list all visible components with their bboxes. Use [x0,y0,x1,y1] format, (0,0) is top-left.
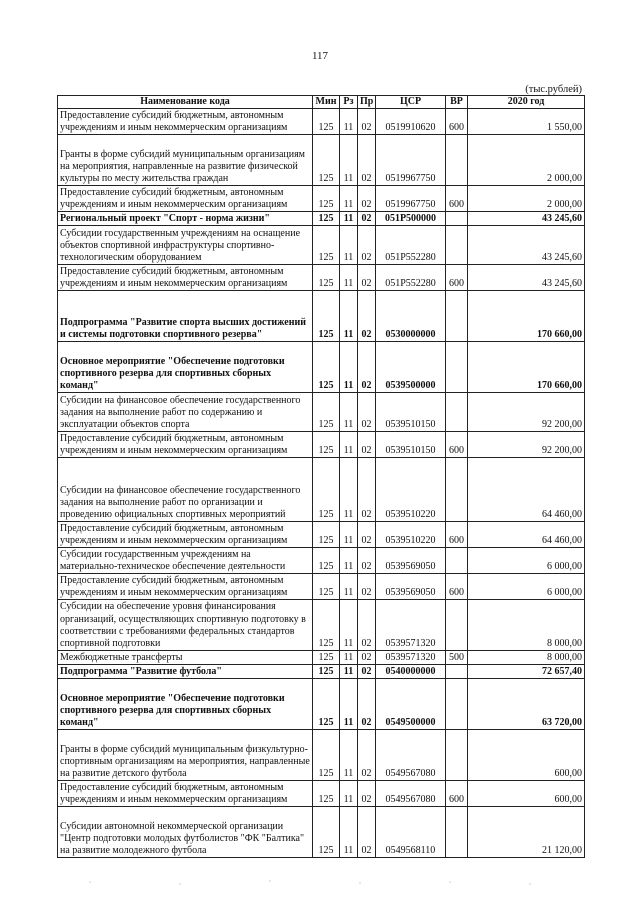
header-year: 2020 год [468,96,585,109]
cell-csr: 0549567080 [376,730,446,781]
cell-rz: 11 [340,291,358,342]
cell-csr: 0539571320 [376,600,446,651]
cell-name: Субсидии на финансовое обеспечение государственного задания на выполнение работ по организации и проведению официальных спортивных мероприятий [58,458,313,522]
cell-pr: 02 [358,679,376,730]
cell-vr [446,226,468,265]
cell-vr [446,458,468,522]
cell-csr: 0539571320 [376,651,446,665]
cell-vr: 600 [446,522,468,548]
cell-pr: 02 [358,342,376,393]
cell-min: 125 [313,458,340,522]
table-row [58,574,585,600]
cell-csr: 0539510150 [376,393,446,432]
cell-min: 125 [313,135,340,186]
cell-min: 125 [313,807,340,858]
cell-rz: 11 [340,807,358,858]
cell-vr [446,135,468,186]
cell-amount: 600,00 [468,730,585,781]
header-name: Наименование кода [58,96,313,109]
cell-rz: 11 [340,458,358,522]
cell-min: 125 [313,522,340,548]
table-row [58,781,585,807]
cell-rz: 11 [340,109,358,135]
cell-name: Предоставление субсидий бюджетным, автономным учреждениям и иным некоммерческим организациям [58,109,313,135]
cell-name: Предоставление субсидий бюджетным, автономным учреждениям и иным некоммерческим организациям [58,186,313,212]
cell-name: Предоставление субсидий бюджетным, автономным учреждениям и иным некоммерческим организациям [58,432,313,458]
cell-csr: 0540000000 [376,665,446,679]
cell-name: Региональный проект "Спорт - норма жизни" [58,212,313,226]
cell-csr: 0549500000 [376,679,446,730]
table-row [58,522,585,548]
cell-min: 125 [313,574,340,600]
table-row [58,548,585,574]
cell-min: 125 [313,186,340,212]
cell-csr: 051P552280 [376,265,446,291]
cell-min: 125 [313,226,340,265]
cell-min: 125 [313,291,340,342]
cell-csr: 051P552280 [376,226,446,265]
cell-pr: 02 [358,781,376,807]
cell-name: Субсидии государственным учреждениям на оснащение объектов спортивной инфраструктуры спортивно-технологическим оборудованием [58,226,313,265]
cell-rz: 11 [340,600,358,651]
header-vr: ВР [446,96,468,109]
cell-amount: 170 660,00 [468,291,585,342]
cell-rz: 11 [340,393,358,432]
cell-min: 125 [313,651,340,665]
cell-rz: 11 [340,548,358,574]
cell-rz: 11 [340,679,358,730]
cell-csr: 0539569050 [376,574,446,600]
cell-name: Субсидии государственным учреждениям на материально-техническое обеспечение деятельности [58,548,313,574]
header-min: Мин [313,96,340,109]
cell-amount: 43 245,60 [468,265,585,291]
cell-pr: 02 [358,574,376,600]
cell-amount: 92 200,00 [468,432,585,458]
cell-amount: 600,00 [468,781,585,807]
table-row [58,226,585,265]
cell-min: 125 [313,265,340,291]
cell-name: Предоставление субсидий бюджетным, автономным учреждениям и иным некоммерческим организациям [58,574,313,600]
table-row [58,679,585,730]
table-row [58,135,585,186]
cell-pr: 02 [358,265,376,291]
cell-amount: 2 000,00 [468,186,585,212]
cell-vr [446,807,468,858]
cell-amount: 6 000,00 [468,574,585,600]
table-body [58,109,585,858]
cell-pr: 02 [358,291,376,342]
cell-name: Гранты в форме субсидий муниципальным организациям на мероприятия, направленные на развитие физической культуры по месту жительства граждан [58,135,313,186]
table-row [58,291,585,342]
table-row [58,600,585,651]
cell-csr: 0519910620 [376,109,446,135]
table-row [58,265,585,291]
cell-vr [446,730,468,781]
cell-amount: 8 000,00 [468,600,585,651]
cell-vr [446,212,468,226]
cell-csr: 0530000000 [376,291,446,342]
cell-name: Подпрограмма "Развитие футбола" [58,665,313,679]
cell-pr: 02 [358,186,376,212]
cell-name: Подпрограмма "Развитие спорта высших достижений и системы подготовки спортивного резерва" [58,291,313,342]
cell-rz: 11 [340,186,358,212]
cell-amount: 6 000,00 [468,548,585,574]
cell-csr: 0519967750 [376,186,446,212]
cell-name: Межбюджетные трансферты [58,651,313,665]
budget-table [57,95,585,858]
table-row [58,186,585,212]
cell-amount: 63 720,00 [468,679,585,730]
cell-csr: 0539500000 [376,342,446,393]
cell-rz: 11 [340,432,358,458]
cell-pr: 02 [358,807,376,858]
cell-amount: 2 000,00 [468,135,585,186]
table-row [58,651,585,665]
cell-pr: 02 [358,600,376,651]
page-number: 117 [311,50,329,62]
table-row [58,212,585,226]
cell-pr: 02 [358,212,376,226]
cell-rz: 11 [340,781,358,807]
cell-rz: 11 [340,665,358,679]
cell-pr: 02 [358,458,376,522]
cell-amount: 64 460,00 [468,458,585,522]
cell-vr [446,665,468,679]
cell-amount: 21 120,00 [468,807,585,858]
table-row [58,432,585,458]
cell-amount: 72 657,40 [468,665,585,679]
cell-min: 125 [313,548,340,574]
cell-vr [446,291,468,342]
table-header-row [58,96,585,109]
cell-vr: 600 [446,186,468,212]
cell-csr: 0539510150 [376,432,446,458]
table-row [58,393,585,432]
cell-pr: 02 [358,522,376,548]
table-row [58,109,585,135]
table-row [58,730,585,781]
cell-amount: 8 000,00 [468,651,585,665]
cell-min: 125 [313,781,340,807]
cell-csr: 0539510220 [376,458,446,522]
cell-pr: 02 [358,651,376,665]
table-row [58,458,585,522]
table-row [58,342,585,393]
cell-amount: 43 245,60 [468,226,585,265]
cell-pr: 02 [358,548,376,574]
table-row [58,807,585,858]
cell-vr: 600 [446,781,468,807]
cell-vr: 600 [446,109,468,135]
header-rz: Рз [340,96,358,109]
cell-csr: 0519967750 [376,135,446,186]
cell-vr [446,393,468,432]
cell-name: Гранты в форме субсидий муниципальным физкультурно-спортивным организациям на мероприятия, направленные на развитие детского футбола [58,730,313,781]
cell-vr [446,600,468,651]
header-csr: ЦСР [376,96,446,109]
cell-vr: 500 [446,651,468,665]
cell-rz: 11 [340,265,358,291]
cell-pr: 02 [358,730,376,781]
cell-name: Предоставление субсидий бюджетным, автономным учреждениям и иным некоммерческим организациям [58,781,313,807]
cell-name: Субсидии на финансовое обеспечение государственного задания на выполнение работ по содержанию и эксплуатации объектов спорта [58,393,313,432]
cell-rz: 11 [340,522,358,548]
cell-name: Субсидии на обеспечение уровня финансирования организаций, осуществляющих спортивную подготовку в соответствии с требованиями федеральных стандартов спортивной подготовки [58,600,313,651]
cell-rz: 11 [340,212,358,226]
cell-amount: 43 245,60 [468,212,585,226]
cell-name: Основное мероприятие "Обеспечение подготовки спортивного резерва для спортивных сборных команд" [58,342,313,393]
cell-csr: 0539510220 [376,522,446,548]
cell-min: 125 [313,730,340,781]
cell-vr: 600 [446,574,468,600]
cell-amount: 64 460,00 [468,522,585,548]
cell-csr: 0549568110 [376,807,446,858]
cell-vr [446,342,468,393]
cell-vr: 600 [446,265,468,291]
cell-rz: 11 [340,730,358,781]
header-pr: Пр [358,96,376,109]
cell-min: 125 [313,432,340,458]
cell-pr: 02 [358,665,376,679]
cell-pr: 02 [358,226,376,265]
cell-vr [446,679,468,730]
cell-min: 125 [313,109,340,135]
cell-name: Субсидии автономной некоммерческой организации "Центр подготовки молодых футболистов "ФК "Балтика" на развитие молодежного футбола [58,807,313,858]
cell-vr [446,548,468,574]
cell-name: Предоставление субсидий бюджетным, автономным учреждениям и иным некоммерческим организациям [58,522,313,548]
scan-specks [60,878,580,888]
cell-rz: 11 [340,651,358,665]
cell-min: 125 [313,393,340,432]
cell-pr: 02 [358,135,376,186]
cell-pr: 02 [358,393,376,432]
cell-rz: 11 [340,135,358,186]
units-label: (тыс.рублей) [525,84,582,95]
cell-amount: 170 660,00 [468,342,585,393]
cell-min: 125 [313,665,340,679]
cell-csr: 0549567080 [376,781,446,807]
cell-rz: 11 [340,226,358,265]
cell-rz: 11 [340,574,358,600]
cell-min: 125 [313,600,340,651]
cell-csr: 0539569050 [376,548,446,574]
cell-name: Основное мероприятие "Обеспечение подготовки спортивного резерва для спортивных сборных команд" [58,679,313,730]
cell-min: 125 [313,212,340,226]
cell-pr: 02 [358,432,376,458]
cell-amount: 92 200,00 [468,393,585,432]
cell-csr: 051P500000 [376,212,446,226]
table-row [58,665,585,679]
cell-min: 125 [313,342,340,393]
cell-vr: 600 [446,432,468,458]
cell-amount: 1 550,00 [468,109,585,135]
cell-name: Предоставление субсидий бюджетным, автономным учреждениям и иным некоммерческим организациям [58,265,313,291]
cell-rz: 11 [340,342,358,393]
cell-pr: 02 [358,109,376,135]
cell-min: 125 [313,679,340,730]
